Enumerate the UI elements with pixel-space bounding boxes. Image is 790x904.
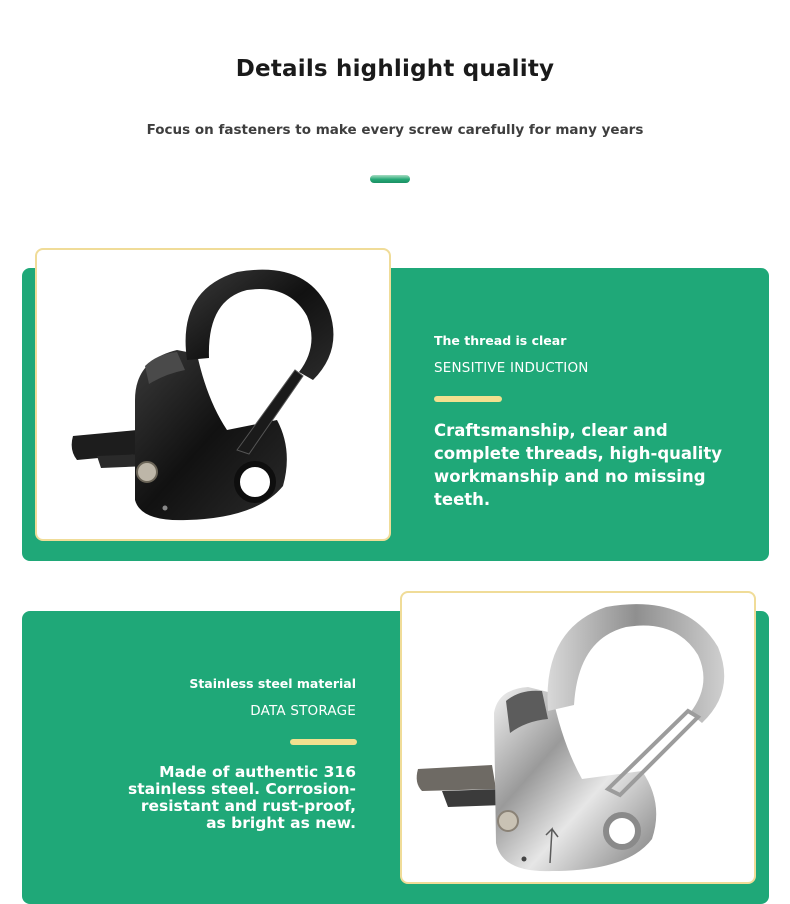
stainless-snap-shackle-icon xyxy=(402,593,754,882)
feature-label: Stainless steel material xyxy=(189,676,356,691)
accent-bar xyxy=(290,739,357,745)
feature-description: Craftsmanship, clear and complete threads, high-quality workmanship and no missing teeth. xyxy=(434,421,722,509)
product-photo-stainless xyxy=(400,591,756,884)
title-divider xyxy=(370,175,410,183)
product-photo-black xyxy=(35,248,391,541)
feature-description: Made of authentic 316 stainless steel. Corrosion-resistant and rust-proof, as bright as new. xyxy=(128,763,356,832)
feature-label: The thread is clear xyxy=(434,333,567,348)
page-subtitle: Focus on fasteners to make every screw carefully for many years xyxy=(146,122,644,138)
page-title: Details highlight quality xyxy=(235,56,555,82)
black-snap-shackle-icon xyxy=(37,250,389,539)
feature-tag: DATA STORAGE xyxy=(250,703,356,719)
feature-tag: SENSITIVE INDUCTION xyxy=(434,360,589,376)
accent-bar xyxy=(434,396,502,402)
